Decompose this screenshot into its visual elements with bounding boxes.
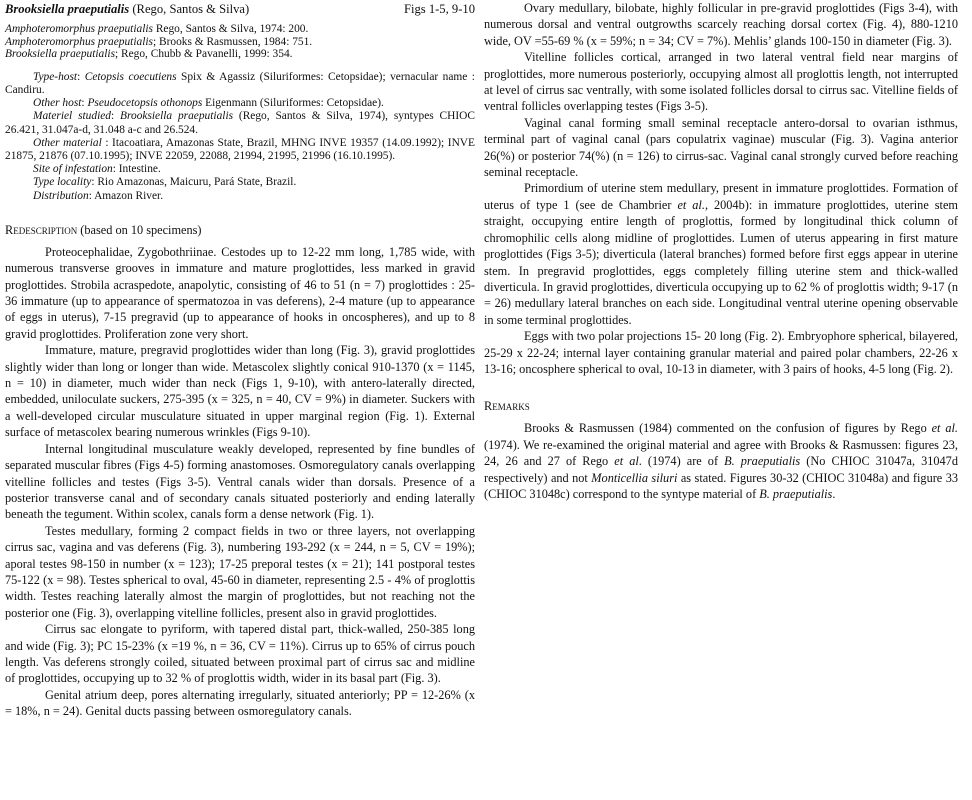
redescription-heading — [5, 222, 475, 238]
text-run: Primordium of uterine stem medullary, present in immature proglottides. Formation of uterus of type 1 (see de Chambrier — [484, 181, 958, 212]
text-run: Cirrus sac elongate to pyriform, with tapered distal part, thick-walled, 250-385 long and wide (Fig. 3); PC 15-23% (x =19 %, n = 36, CV = 11%). Cirrus up to 65% of cirrus pouch length. Vas deferens strongly coiled, situated between proximal part of cirrus sac and midline of proglottides, occupying up to 32 % of proglottis width, wider in its basal part (Fig. 3). — [5, 622, 475, 686]
text-run: : Intestine. — [112, 163, 161, 176]
paragraph — [5, 48, 475, 61]
text-run: Brooks & Rasmussen (1984) commented on the confusion of figures by Rego — [524, 421, 932, 436]
italic-text: Amphoteromorphus praeputialis — [5, 35, 153, 48]
text-run: as stated. Figures 30-32 (CHIOC 31048a) and figure 33 (CHIOC 31048c) correspond to the syntype material of — [484, 470, 959, 501]
paragraph — [5, 244, 475, 342]
italic-text: Brooksiella praeputialis — [120, 110, 234, 123]
paragraph — [484, 49, 958, 115]
redescription-body — [5, 244, 475, 720]
text-run: (1974). We re-examined the original material and agree with Brooks & Rasmussen: figures 23, 24, 26 and 27 of Rego — [484, 437, 958, 469]
text-run: : — [77, 70, 85, 83]
redescription-body-continued — [484, 0, 958, 377]
italic-text: Materiel studied — [33, 110, 111, 123]
text-run: ; Rego, Chubb & Pavanelli, 1999: 354. — [115, 48, 293, 61]
italic-text: et al. — [677, 197, 705, 212]
text-run: Testes medullary, forming 2 compact fields in two or three layers, not overlapping cirrus sac, vagina and vas deferens (Fig. 3), numbering 193-292 (x = 244, n = 5, CV = 19%); aporal testes 98-150 in number (x = 123); 17-25 preporal testes (x = 21); 141 postporal testes 75-122 (x = 98). Testes spherical to oval, 45-60 in diameter, representing 2.5 - 4% of proglottis width. Testes reaching laterally almost the margin of proglottides, but not reaching not the posterior one (Fig. 3), overlapping vitelline follicles, present also in gravid proglottides. — [5, 523, 475, 620]
synonymy-list — [5, 23, 475, 61]
italic-text: Site of infestation — [33, 163, 113, 176]
italic-text: Type locality — [33, 176, 92, 189]
right-column — [484, 0, 958, 502]
text-run: Vitelline follicles cortical, arranged in two lateral ventral field near margins of proglottides, more numerous posteriorly, occupying almost all proglottis length, not interrupted at level of cirrus sac ventrally, with some isolated follicles dorsal to cirrus sac. Vitelline fields of ventral follicles overlapping testes (Figs 3-5). — [484, 50, 958, 114]
paragraph — [5, 97, 475, 110]
text-run: Internal longitudinal musculature weakly developed, represented by fine bundles of separated muscular fibres (Figs 4-5) forming anastomoses. Osmoregulatory canals overlapping vitelline follicles and testes (Figs 3-5). Ventral canals wider than dorsals. Presence of a posterior transverse canal and of secondary canals situated posteriorly and ending laterally beneath the tegument. Within scolex, canals form a dense network (Fig. 1). — [5, 441, 475, 522]
paragraph — [5, 163, 475, 176]
species-authors: (Rego, Santos & Silva) — [129, 2, 250, 16]
text-run: ; Brooks & Rasmussen, 1984: 751. — [152, 35, 313, 48]
text-run: Ovary medullary, bilobate, highly follicular in pre-gravid proglottides (Figs 3-4), with numerous dorsal and ventral outgrowths scarcely reaching dorsal cortex (Fig. 4), 880-1210 wide, OV =55-69 % (x = 59%; n = 34; CV = 7%). Mehlis’ glands 100-150 in diameter (Fig. 3). — [484, 1, 958, 48]
text-run: Genital atrium deep, pores alternating irregularly, situated anteriorly; PP = 12-26% (x = 18%, n = 24). Genital ducts passing between osmoregulatory canals. — [5, 687, 475, 719]
paragraph — [484, 328, 958, 377]
species-name: Brooksiella praeputialis — [5, 2, 130, 16]
paragraph — [484, 115, 958, 181]
italic-text: Amphoteromorphus praeputialis — [5, 23, 153, 35]
italic-text: B. praeputialis — [759, 486, 833, 501]
italic-text: Other material — [33, 136, 102, 149]
text-run: (No CHIOC 31047a, 31047d respectively) and not — [484, 454, 958, 485]
text-run: Eggs with two polar projections 15- 20 long (Fig. 2). Embryophore spherical, bilayered, 25-29 x 22-24; internal layer containing granular material and paired polar chambers, 22-26 x 13-16; oncosphere spherical to oval, 10-13 in diameter, with 3 pairs of hooks, 4-5 long (Fig. 2). — [484, 329, 958, 376]
italic-text: Cetopsis coecutiens — [84, 70, 177, 83]
paragraph — [5, 190, 475, 203]
paragraph — [5, 687, 475, 720]
text-run: Rego, Santos & Silva, 1974: 200. — [152, 23, 309, 35]
paragraph — [5, 110, 475, 136]
text-run: : — [111, 110, 121, 123]
remarks-body — [484, 420, 958, 502]
text-run: : Itacoatiara, Amazonas State, Brazil, MHNG INVE 19357 (14.09.1992); INVE 21875, 21876 (07.10.1995); INVE 22059, 22088, 21994, 21995, 21996 (16.10.1995). — [5, 136, 475, 162]
redescription-heading-note: (based on 10 specimens) — [77, 222, 202, 237]
paragraph — [5, 137, 475, 163]
italic-text: B. praeputialis — [724, 454, 801, 469]
paragraph — [5, 621, 475, 687]
paragraph — [5, 441, 475, 523]
species-title — [5, 1, 249, 17]
redescription-heading-label: Redescription — [5, 222, 78, 237]
figure-reference: Figs 1-5, 9-10 — [403, 2, 475, 16]
text-run: : Rio Amazonas, Maicuru, Pará State, Brazil. — [91, 176, 297, 189]
italic-text: Brooksiella praeputialis — [5, 48, 115, 61]
paragraph — [484, 180, 958, 328]
text-run: (Rego, Santos & Silva, 1974), syntypes CHIOC 26.421, 31.047a-d, 31.048 a-c and 26.524. — [5, 110, 475, 136]
text-run: : — [81, 97, 88, 110]
paragraph — [5, 523, 475, 621]
italic-text: et al — [614, 454, 639, 469]
text-run: : Amazon River. — [88, 189, 164, 202]
paragraph — [484, 420, 958, 502]
text-run: Immature, mature, pregravid proglottides wider than long (Fig. 3), gravid proglottides slightly wider than long or longer than wide. Metascolex slightly conical 910-1370 (x = 1145, n = 10) in diameter, much wider than neck (Figs 1, 9-10), with antero-laterally directed, embedded, uniloculate suckers, 275-395 (x = 325, n = 40, CV = 9%) in diameter. Suckers with a well-developed circular musculature situated in upper marginal region (Fig. 1). External surface of metascolex bearing numerous wrinkles (Figs 9-10). — [5, 343, 475, 440]
italic-text: Pseudocetopsis othonops — [87, 97, 203, 110]
paragraph — [5, 71, 475, 97]
paragraph — [5, 176, 475, 189]
italic-text: Distribution — [33, 189, 89, 202]
left-column — [5, 0, 475, 720]
italic-text: et al. — [931, 421, 958, 436]
text-run: , 2004b): in immature proglottides, uterine stem straight, occupying entire length of proglottis, formed by longitudinal thick column of chromophilic cells along midline of proglottides. Lumen of uterus appearing in first mature proglottides (Figs 3-5); diverticula (lateral branches) formed before first eggs appear in uterine stem. In pregravid proglottides, eggs completely filling uterine stem and thick-walled diverticula. In gravid proglottides, diverticula occupying up to 62 % of proglottis width; 9-17 (n = 26) medullary lateral branches on each side. Longitudinal ventral uterine opening observable in some terminal proglottides. — [484, 197, 958, 327]
material-section — [5, 71, 475, 203]
paragraph — [5, 36, 475, 49]
text-run: . (1974) are of — [638, 454, 725, 469]
species-header — [5, 1, 475, 17]
italic-text: Monticellia siluri — [591, 470, 678, 485]
paragraph — [5, 342, 475, 440]
italic-text: Other host — [33, 97, 82, 110]
remarks-heading: Remarks — [484, 399, 530, 414]
text-run: Eigenmann (Siluriformes: Cetopsidae). — [202, 97, 384, 110]
text-run: Proteocephalidae, Zygobothriinae. Cestodes up to 12-22 mm long, 1,785 wide, with numerous transverse grooves in immature and mature proglottides, less marked in gravid proglottides. Strobila acraspedote, anapolytic, consisting of 46 to 51 (n = 7) proglottides : 25-36 immature (up to appearance of spermatozoa in vas deferens), 2-4 mature (up to appearance of eggs in uterus), 7-15 pregravid (up to appearance of hooks in oncospheres), and up to 8 gravid proglottides. Proliferation zone very short. — [5, 244, 475, 341]
paragraph — [484, 0, 958, 49]
text-run: Vaginal canal forming small seminal receptacle antero-dorsal to ovarian isthmus, terminal part of vaginal canal (pars copulatrix vaginae) muscular (Fig. 3). Vagina anterior 26(%) or posterior 74(%) (n = 126) to cirrus-sac. Vaginal canal strongly curved before reaching seminal receptacle. — [484, 115, 958, 180]
italic-text: Type-host — [33, 70, 78, 83]
text-run: . — [832, 486, 836, 501]
paragraph — [5, 23, 475, 36]
text-run: Spix & Agassiz (Siluriformes: Cetopsidae); vernacular name : Candiru. — [5, 70, 475, 96]
